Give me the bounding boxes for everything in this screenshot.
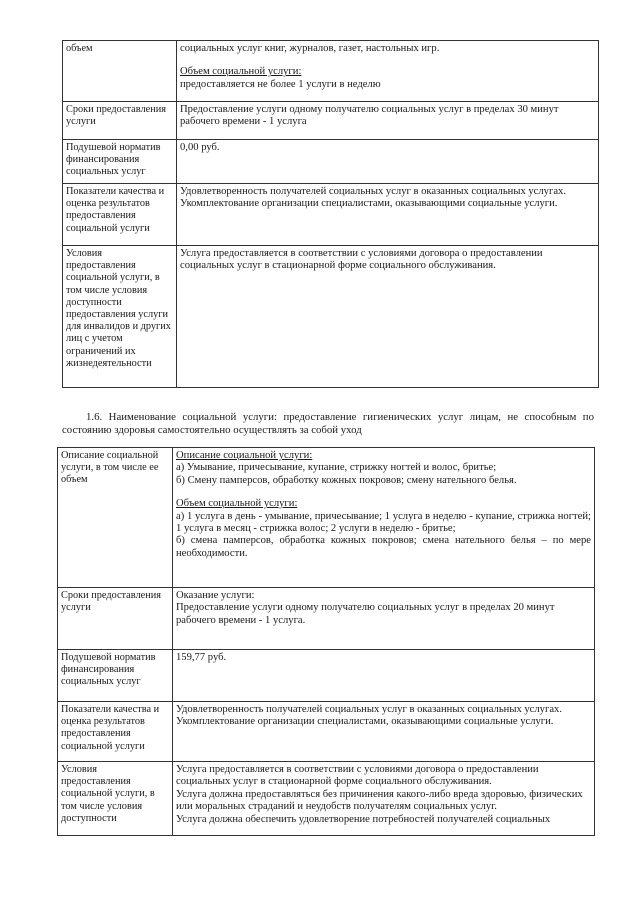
row-label: объем xyxy=(63,41,177,102)
row-content: 159,77 руб. xyxy=(173,650,595,702)
row-label: Условия предоставления социальной услуги, в том числе условия доступности предоставления услуги для инвалидов и других лиц с учетом ограничений их жизнедеятельности xyxy=(63,246,177,388)
quality-text-1: Удовлетворенность получателей социальных услуг в оказанных социальных услугах. xyxy=(176,704,562,715)
table-row xyxy=(63,41,599,102)
section-heading: 1.6. Наименование социальной услуги: предоставление гигиенических услуг лицам, не способным по состоянию здоровья самостоятельно осуществлять за собой уход xyxy=(62,411,594,436)
row-content: 0,00 руб. xyxy=(177,140,599,184)
table-row xyxy=(58,762,595,836)
row-content xyxy=(177,184,599,246)
quality-text-1: Удовлетворенность получателей социальных услуг в оказанных социальных услугах. xyxy=(180,186,566,197)
quality-text-2: Укомплектование организации специалистами, оказывающими социальные услуги. xyxy=(180,198,558,210)
row-content xyxy=(173,588,595,650)
table-row xyxy=(63,246,599,388)
conditions-text-1: Услуга предоставляется в соответствии с условиями договора о предоставлении социальных услуг в стационарной форме социального обслуживания. xyxy=(176,764,539,788)
row-label: Подушевой норматив финансирования социальных услуг xyxy=(58,650,173,702)
volume-heading: Объем социальной услуги: xyxy=(180,66,302,78)
volume-line: социальных услуг книг, журналов, газет, настольных игр. xyxy=(180,43,440,54)
volume-text: предоставляется не более 1 услуги в неделю xyxy=(180,78,381,90)
table-row xyxy=(58,448,595,588)
row-label: Сроки предоставления услуги xyxy=(63,102,177,140)
row-label: Подушевой норматив финансирования социальных услуг xyxy=(63,140,177,184)
row-label: Описание социальной услуги, в том числе ее объем xyxy=(58,448,173,588)
table-row xyxy=(58,702,595,762)
quality-text-2: Укомплектование организации специалистами, оказывающими социальные услуги. xyxy=(176,716,554,728)
table-row xyxy=(63,140,599,184)
row-label: Показатели качества и оценка результатов предоставления социальной услуги xyxy=(58,702,173,762)
conditions-text-2: Услуга должна предоставляться без причинения какого-либо вреда здоровью, физических или моральных страданий и неудобств получателям социальных услуг. xyxy=(176,788,583,813)
volume-heading: Объем социальной услуги: xyxy=(176,498,298,510)
desc-a: а) Умывание, причесывание, купание, стрижку ногтей и волос, бритье; xyxy=(176,462,497,474)
terms-text: Предоставление услуги одному получателю социальных услуг в пределах 20 минут рабочего времени - 1 услуга. xyxy=(176,602,555,626)
table-row xyxy=(63,102,599,140)
row-content xyxy=(177,41,599,102)
conditions-text-3: Услуга должна обеспечить удовлетворение потребностей получателей социальных xyxy=(176,813,551,825)
desc-heading: Описание социальной услуги: xyxy=(176,450,313,461)
row-content xyxy=(173,702,595,762)
row-content xyxy=(173,448,595,588)
service-table-1 xyxy=(62,40,599,388)
row-content: Услуга предоставляется в соответствии с условиями договора о предоставлении социальных услуг в стационарной форме социального обслуживания. xyxy=(177,246,599,388)
row-label: Сроки предоставления услуги xyxy=(58,588,173,650)
row-label: Показатели качества и оценка результатов предоставления социальной услуги xyxy=(63,184,177,246)
row-label: Условия предоставления социальной услуги, в том числе условия доступности xyxy=(58,762,173,836)
row-content xyxy=(173,762,595,836)
volume-b: б) смена памперсов, обработка кожных покровов; смена нательного белья – по мере необходимости. xyxy=(176,535,591,559)
table-row xyxy=(58,588,595,650)
row-content: Предоставление услуги одному получателю социальных услуг в пределах 30 минут рабочего времени - 1 услуга xyxy=(177,102,599,140)
service-table-2 xyxy=(57,447,595,836)
desc-b: б) Смену памперсов, обработку кожных покровов; смену нательного белья. xyxy=(176,474,517,486)
table-row xyxy=(63,184,599,246)
terms-heading: Оказание услуги: xyxy=(176,590,255,601)
table-row xyxy=(58,650,595,702)
volume-a: а) 1 услуга в день - умывание, причесывание; 1 услуга в неделю - купание, стрижка ногтей; 1 услуга в месяц - стрижка волос; 2 услуги в неделю - бритье; xyxy=(176,510,591,535)
